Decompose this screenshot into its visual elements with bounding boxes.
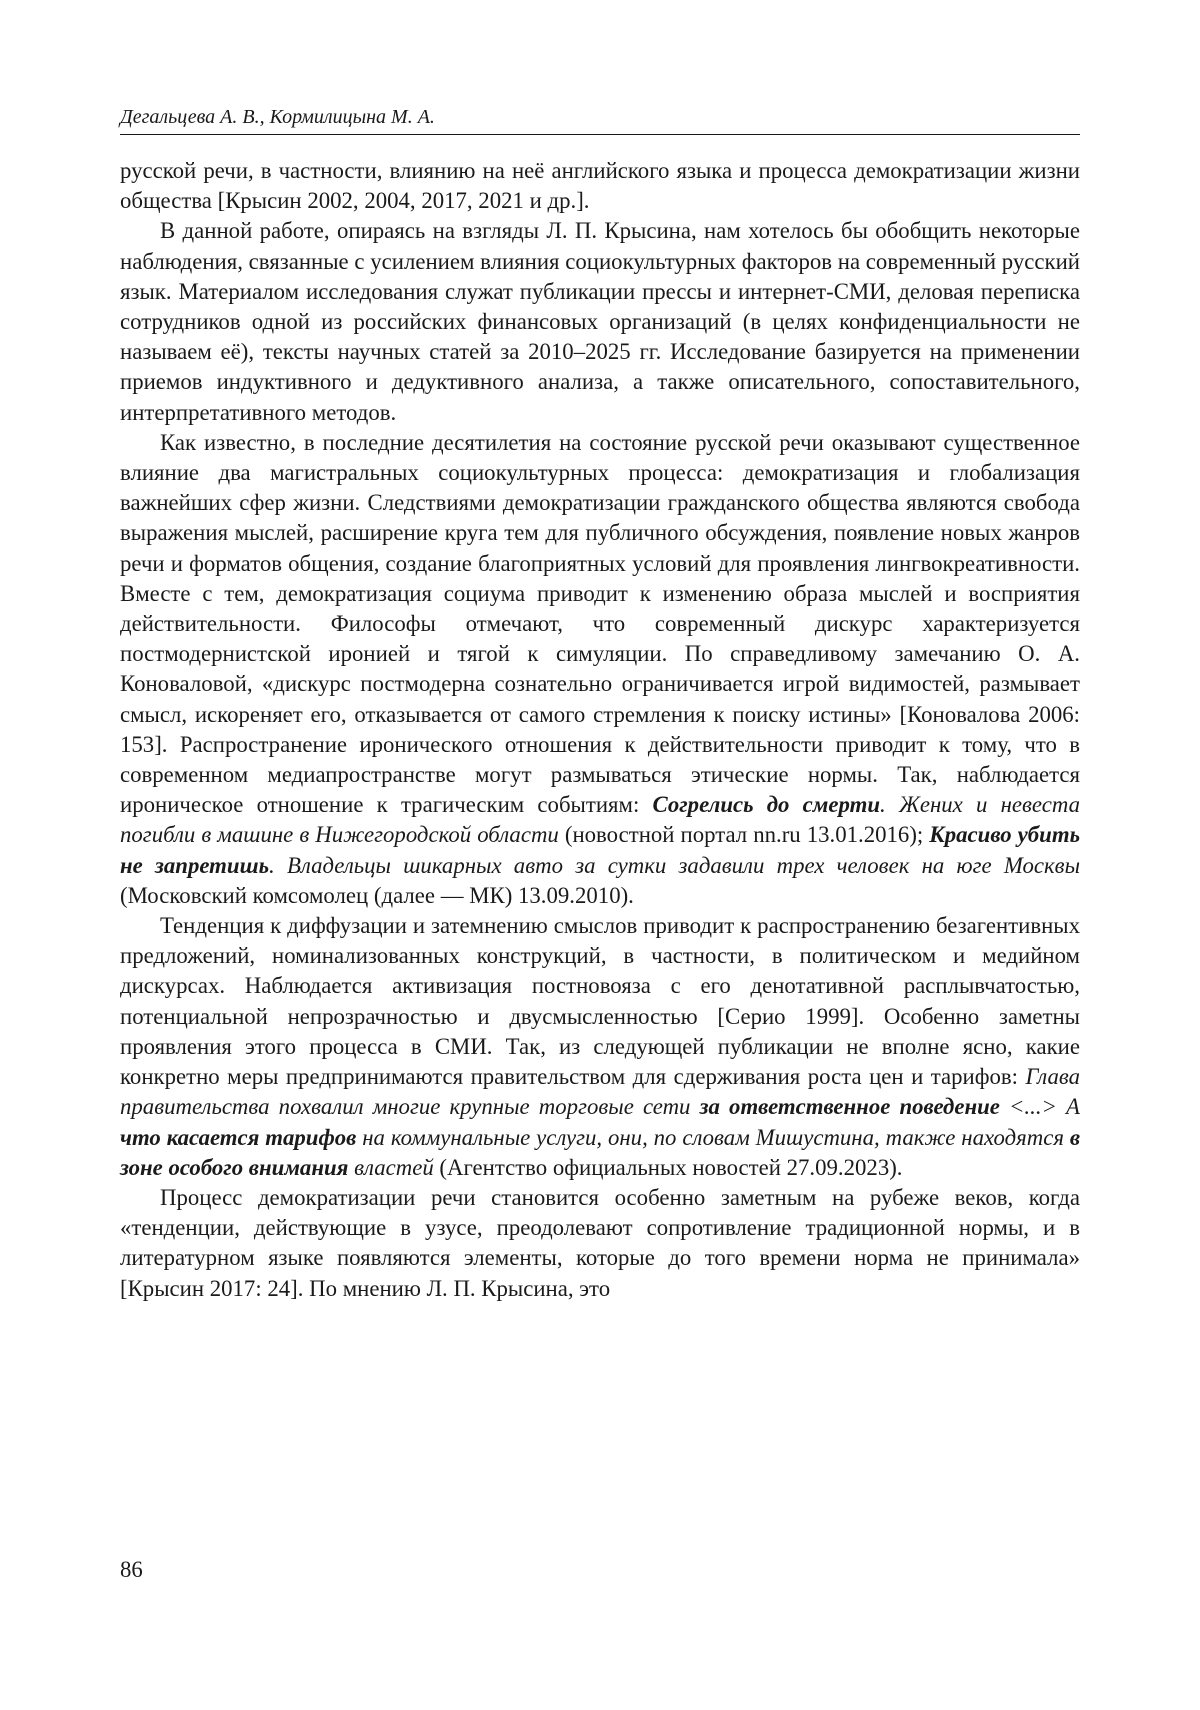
paragraph-3-text-2: (новостной портал nn.ru 13.01.2016); [558,822,930,848]
paragraph-4 [120,911,1080,1183]
example-headline-1: Согрелись до смерти [652,792,881,818]
paragraph-5: Процесс демократизации речи становится особенно заметным на рубеже веков, когда «тенденции, действующие в узусе, преодолевают сопротивление традиционной нормы, и в литературном языке появляются элементы, которые до того времени норма не принимала» [Крысин 2017: 24]. По мнению Л. П. Крысина, это [120,1184,1080,1301]
quote-italic-4: властей [348,1154,434,1180]
quote-italic-2: <...> А [999,1094,1080,1120]
example-subtitle-1: . Жених и невеста погибли в машине в Нижегородской области [120,792,1081,848]
paragraph-2: В данной работе, опираясь на взгляды Л. П. Крысина, нам хотелось бы обобщить некоторые наблюдения, связанные с усилением влияния социокультурных факторов на современный русский язык. Материалом исследования служат публикации прессы и интернет-СМИ, деловая переписка сотрудников одной из российских финансовых организаций (в целях конфиденциальности не называем её), тексты научных статей за 2010–2025 гг. Исследование базируется на применении приемов индуктивного и дедуктивного анализа, а также описательного, сопоставительного, интерпретативного методов. [120,218,1080,425]
paragraph-4-text-2: (Агентство официальных новостей 27.09.2023). [433,1154,903,1180]
paragraph-3-text-1: Как известно, в последние десятилетия на состояние русской речи оказывают существенное влияние два магистральных социокультурных процесса: демократизация и глобализация важнейших сфер жизни. Следствиями демократизации гражданского общества являются свобода выражения мыслей, расширение круга тем для публичного обсуждения, появление новых жанров речи и форматов общения, создание благоприятных условий для проявления лингвокреативности. Вместе с тем, демократизация социума приводит к изменению образа мыслей и восприятия действительности. Философы отмечают, что современный дискурс характеризуется постмодернистской иронией и тягой к симуляции. По справедливому замечанию О. А. Коноваловой, «дискурс постмодерна сознательно ограничивается игрой видимостей, размывает смысл, искореняет его, отказывается от самого стремления к поиску истины» [Коновалова 2006: 153]. Распространение иронического отношения к действительности приводит к тому, что в современном медиапространстве могут размываться этические нормы. Так, наблюдается ироническое отношение к трагическим событиям: [120,429,1080,818]
quote-emphasis-3: в зоне особого внимания [120,1124,1081,1180]
paragraph-4-text-1: Тенденция к диффузации и затемнению смыслов приводит к распространению безагентивных предложений, номинализованных конструкций, в частности, в политическом и медийном дискурсах. Наблюдается активизация постновояза с его денотативной расплывчатостью, потенциальной непрозрачностью и двусмысленностью [Серио 1999]. Особенно заметны проявления этого процесса в СМИ. Так, из следующей публикации не вполне ясно, какие конкретно меры предпринимаются правительством для сдерживания роста цен и тарифов: [120,913,1080,1090]
running-head-authors: Дегальцева А. В., Кормилицына М. А. [120,106,435,128]
example-subtitle-2: . Владельцы шикарных авто за сутки задавили трех человек на юге Москвы [269,852,1081,878]
paragraph-3-text-3: (Московский комсомолец (далее — МК) 13.09.2010). [120,882,634,908]
header-rule [120,134,1080,135]
page-number: 86 [120,1557,143,1582]
paragraph-1: русской речи, в частности, влиянию на неё английского языка и процесса демократизации жизни общества [Крысин 2002, 2004, 2017, 2021 и др.]. [120,158,1080,214]
quote-emphasis-2: что касается тарифов [120,1124,357,1150]
article-body [120,156,1080,1304]
quote-italic-3: на коммунальные услуги, они, по словам Мишустина, также находятся [356,1124,1070,1150]
quote-emphasis-1: за ответственное поведение [699,1094,1000,1120]
example-headline-2: Красиво убить не запретишь [120,822,1080,878]
paragraph-3 [120,428,1080,911]
quote-italic-1: Глава правительства похвалил многие крупные торговые сети [120,1064,1080,1120]
